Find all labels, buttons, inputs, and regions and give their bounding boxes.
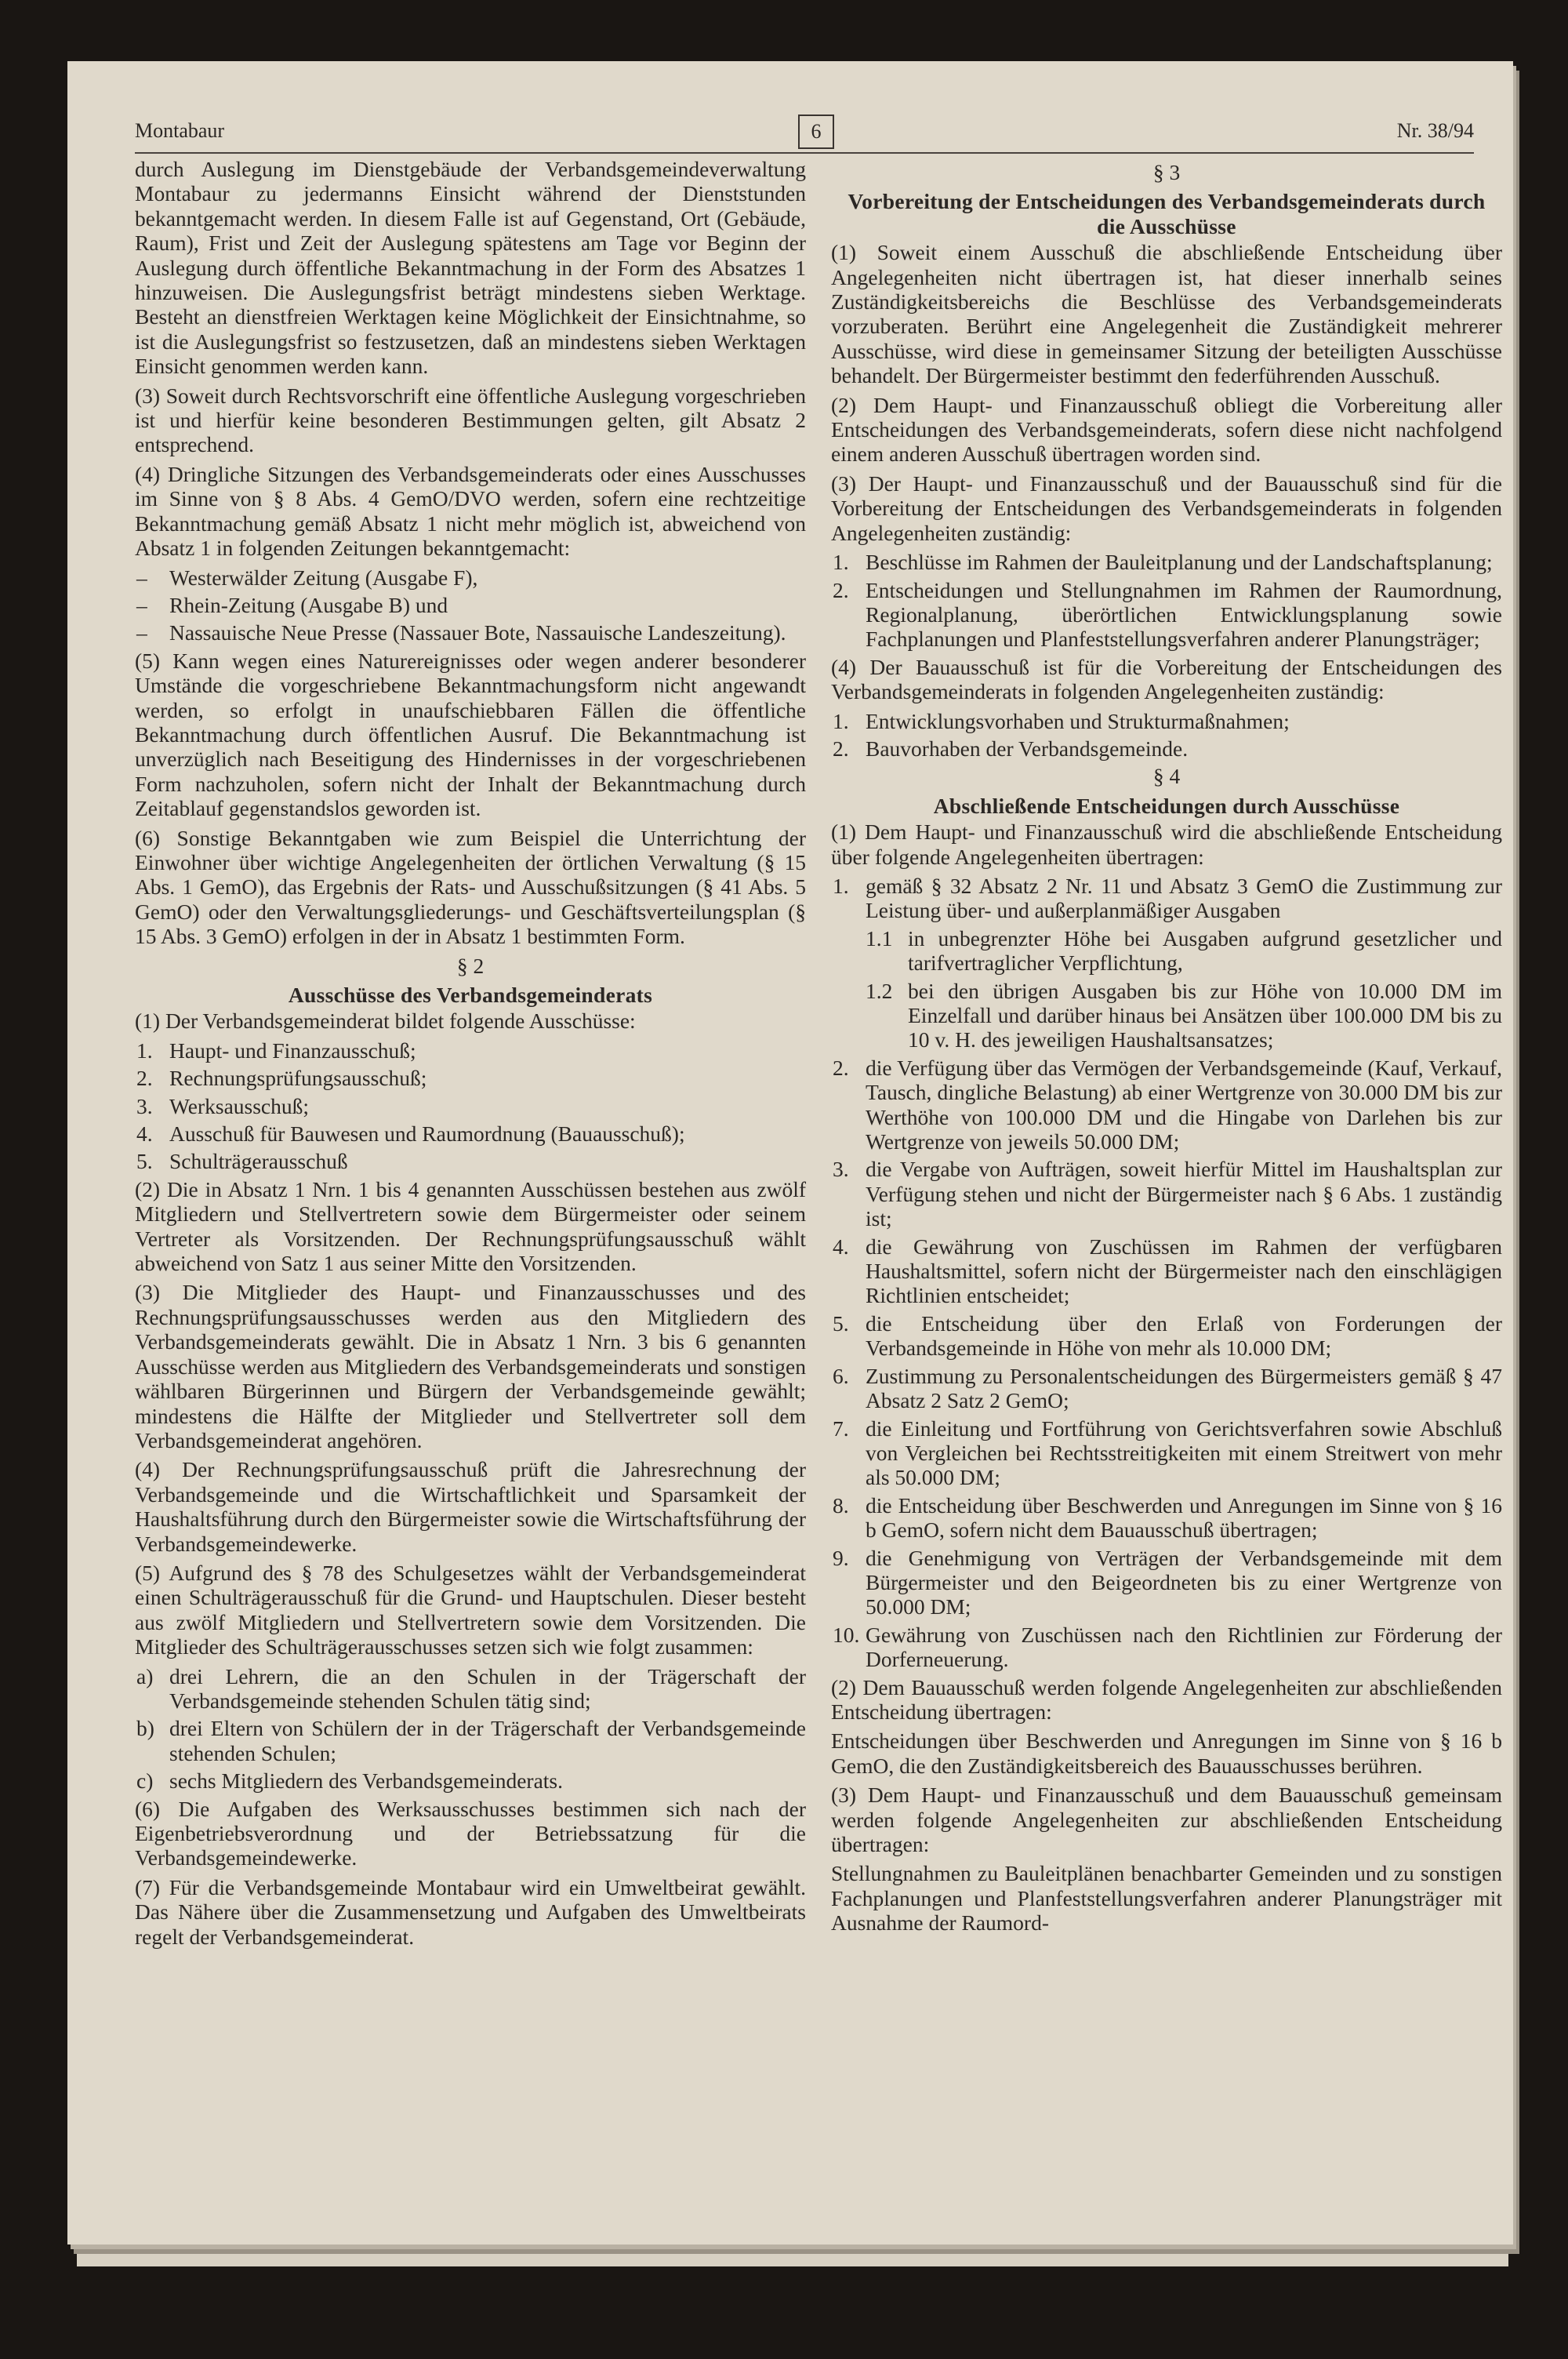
list-marker: 7. [833,1416,849,1441]
list-text: Ausschuß für Bauwesen und Raumordnung (Bauausschuß); [169,1121,685,1147]
list-text: Haupt- und Finanzausschuß; [169,1038,416,1063]
list-text: drei Eltern von Schülern der in der Trägerschaft der Verbandsgemeinde stehenden Schulen; [169,1716,806,1765]
paragraph: (7) Für die Verbandsgemeinde Montabaur wird ein Umweltbeirat gewählt. Das Nähere über die Zusammensetzung und Aufgaben des Umweltbeirats regelt der Verbandsgemeinderat. [135,1874,806,1949]
paragraph: (6) Die Aufgaben des Werksausschusses bestimmen sich nach der Eigenbetriebsverordnung und der Betriebssatzung für die Verbandsgemeindewerke. [135,1796,806,1870]
list-text: Entscheidungen und Stellungnahmen im Rahmen der Raumordnung, Regionalplanung, überörtlichen Entwicklungsplanung sowie Fachplanungen und Planfeststellungsverfahren anderer Planungsträger; [866,577,1502,652]
left-column [135,157,806,1954]
paragraph: Stellungnahmen zu Bauleitplänen benachbarter Gemeinden und zu sonstigen Fachplanungen und Planfeststellungsverfahren anderer Planungsträger mit Ausnahme der Raumord- [831,1861,1502,1936]
list-marker: c) [136,1768,154,1794]
list-item [831,1364,1502,1413]
paragraph: (5) Aufgrund des § 78 des Schulgesetzes wählt der Verbandsgemeinderat einen Schulträgerausschuß für die Grund- und Hauptschulen. Dieser besteht aus zwölf Mitgliedern und Stellvertretern sowie dem Vorsitzenden. Die Mitglieder des Schulträgerausschusses setzen sich wie folgt zusammen: [135,1560,806,1659]
paragraph: (2) Dem Haupt- und Finanzausschuß obliegt die Vorbereitung aller Entscheidungen des Verbandsgemeinderats, sofern diese nicht nachfolgend einem anderen Ausschuß übertragen worden sind. [831,392,1502,467]
list-text: die Genehmigung von Verträgen der Verbandsgemeinde mit dem Bürgermeister und den Beigeordneten bis zu einer Wertgrenze von 50.000 DM; [866,1545,1502,1619]
list-marker: 2. [833,1055,849,1080]
list-text: die Einleitung und Fortführung von Gerichtsverfahren sowie Abschluß von Vergleichen bei Rechtsstreitigkeiten mit einem Streitwert von mehr als 50.000 DM; [866,1416,1502,1490]
list-text: die Gewährung von Zuschüssen im Rahmen der verfügbaren Haushaltsmittel, sofern nicht der Bürgermeister nach den einschlägigen Richtlinien entscheidet; [866,1234,1502,1308]
list-marker: 4. [136,1121,153,1147]
list-item [135,593,806,617]
list-marker: – [136,592,147,617]
list-item [831,1056,1502,1154]
list-item [135,620,806,645]
list-marker: 1. [833,873,849,898]
paragraph: (2) Dem Bauausschuß werden folgende Angelegenheiten zur abschließenden Entscheidung übertragen: [831,1674,1502,1724]
list-text: die Entscheidung über Beschwerden und Anregungen im Sinne von § 16 b GemO, sofern nicht dem Bauausschuß übertragen; [866,1492,1502,1543]
list-marker: 6. [833,1363,849,1388]
list-marker: 8. [833,1492,849,1518]
list-marker: a) [136,1663,154,1688]
list-item [831,1416,1502,1490]
section-number: § 2 [456,953,485,978]
list-text: die Verfügung über das Vermögen der Verbandsgemeinde (Kauf, Verkauf, Tausch, dingliche Belastung) ab einer Wertgrenze von 30.000 DM bis zur Werthöhe von 100.000 DM und die Hingabe von Darlehen bis zur Wertgrenze von jeweils 50.000 DM; [866,1055,1502,1154]
list-text: in unbegrenzter Höhe bei Ausgaben aufgrund gesetzlicher und tarifvertraglicher Verpflichtung, [908,925,1502,976]
list-text: Rhein-Zeitung (Ausgabe B) und [169,592,448,617]
list-marker: 9. [833,1545,849,1570]
list-marker: 1. [833,708,849,733]
list-marker: 4. [833,1234,849,1259]
section-title: Vorbereitung der Entscheidungen des Verbandsgemeinderats durch die Ausschüsse [848,189,1486,238]
list-marker: 3. [136,1093,153,1118]
paragraph: (4) Dringliche Sitzungen des Verbandsgemeinderats oder eines Ausschusses im Sinne von § 8 Abs. 4 GemO/DVO werden, sofern eine rechtzeitige Bekanntmachung gemäß Absatz 1 nicht mehr möglich ist, abweichend von Absatz 1 in folgenden Zeitungen bekanntgemacht: [135,461,806,561]
list-item [831,1234,1502,1308]
list-item [831,874,1502,923]
paragraph: (3) Dem Haupt- und Finanzausschuß und dem Bauausschuß gemeinsam werden folgende Angelegenheiten zur abschließenden Entscheidung übertragen: [831,1783,1502,1856]
section-title: Abschließende Entscheidungen durch Ausschüsse [933,793,1400,818]
header-town: Montabaur [135,119,225,142]
list-item [135,1664,806,1714]
list-text: Entwicklungsvorhaben und Strukturmaßnahmen; [866,708,1290,733]
list-marker: b) [136,1716,154,1741]
list-text: Bauvorhaben der Verbandsgemeinde. [866,736,1189,761]
list-item [135,1094,806,1118]
sub-list-item [831,926,1502,976]
list-text: Westerwälder Zeitung (Ausgabe F), [169,565,478,590]
sub-list-item [831,979,1502,1052]
paragraph: Entscheidungen über Beschwerden und Anregungen im Sinne von § 16 b GemO, die den Zuständigkeitsbereich des Bauausschusses berühren. [831,1728,1502,1778]
list-item [831,709,1502,733]
list-text: bei den übrigen Ausgaben bis zur Höhe von 10.000 DM im Einzelfall und darüber hinaus bei Ansätzen über 100.000 DM bis zu 10 v. H. des jeweiligen Haushaltsansatzes; [908,978,1502,1052]
list-marker: 2. [833,736,849,761]
list-marker: 2. [136,1066,153,1091]
paragraph: (3) Soweit durch Rechtsvorschrift eine öffentliche Auslegung vorgeschrieben ist und hierfür keine besonderen Bestimmungen gelten, gilt Absatz 2 entsprechend. [135,383,806,457]
list-text: gemäß § 32 Absatz 2 Nr. 11 und Absatz 3 GemO die Zustimmung zur Leistung über- und außerplanmäßiger Ausgaben [866,873,1502,923]
section-title: Ausschüsse des Verbandsgemeinderats [288,983,653,1007]
list-item [831,1623,1502,1672]
list-marker: – [136,565,147,590]
list-marker: 5. [833,1310,849,1336]
list-text: Rechnungsprüfungsausschuß; [169,1066,427,1091]
list-marker: 10. [833,1622,860,1647]
page-number: 6 [798,114,834,149]
list-text: Werksausschuß; [169,1093,310,1118]
paragraph: (1) Soweit einem Ausschuß die abschließende Entscheidung über Angelegenheiten nicht übertragen ist, hat dieser innerhalb seines Zuständigkeitsbereichs die Beschlüsse des Verbandsgemeinderats vorzuberaten. Berührt eine Angelegenheit die Zuständigkeit mehrerer Ausschüsse, wird diese in gemeinsamer Sitzung der beteiligten Ausschüsse behandelt. Der Bürgermeister bestimmt den federführenden Ausschuß. [831,240,1502,388]
list-item [831,1157,1502,1230]
paragraph: durch Auslegung im Dienstgebäude der Verbandsgemeindeverwaltung Montabaur zu jedermanns Einsicht während der Dienststunden bekanntgemacht werden. In diesem Falle ist auf Gegenstand, Ort (Gebäude, Raum), Frist und Zeit der Auslegung spätestens am Tage vor Beginn der Auslegung durch öffentliche Bekanntmachung in der Form des Absatzes 1 hinzuweisen. Die Auslegungsfrist beträgt mindestens sieben Werktage. Besteht an dienstfreien Werktagen keine Möglichkeit der Einsichtnahme, so ist die Auslegungsfrist so festzusetzen, daß an mindestens sieben Werktagen Einsicht genommen werden kann. [135,157,806,379]
list-marker: 5. [136,1149,153,1174]
list-item [135,1716,806,1765]
list-item [135,1038,806,1063]
list-text: Schulträgerausschuß [169,1149,348,1174]
list-marker: 1. [833,550,849,575]
list-marker: 1. [136,1038,153,1063]
list-marker: 1.1 [866,925,893,951]
paragraph: (4) Der Rechnungsprüfungsausschuß prüft die Jahresrechnung der Verbandsgemeinde und die Wirtschaftlichkeit und Sparsamkeit der Haushaltsführung durch den Bürgermeister sowie die Wirtschaftsführung der Verbandsgemeindewerke. [135,1457,806,1556]
list-item [135,1121,806,1146]
list-text: die Vergabe von Aufträgen, soweit hierfür Mittel im Haushaltsplan zur Verfügung stehen und nicht der Bürgermeister nach § 6 Abs. 1 zuständig ist; [866,1157,1502,1231]
list-item [135,565,806,590]
list-marker: – [136,620,147,645]
paragraph: (3) Die Mitglieder des Haupt- und Finanzausschusses und des Rechnungsprüfungsausschusses werden aus den Mitgliedern des Verbandsgemeinderats gewählt. Die in Absatz 1 Nrn. 3 bis 6 genannten Ausschüsse werden aus Mitgliedern des Verbandsgemeinderats und sonstigen wählbaren Bürgerinnen und Bürgern der Verbandsgemeinde gewählt; mindestens die Hälfte der Mitglieder und Stellvertreter soll dem Verbandsgemeinderat angehören. [135,1280,806,1452]
paragraph: (6) Sonstige Bekanntgaben wie zum Beispiel die Unterrichtung der Einwohner über wichtige Angelegenheiten der örtlichen Verwaltung (§ 15 Abs. 1 GemO), das Ergebnis der Rats- und Ausschußsitzungen (§ 41 Abs. 5 GemO) oder den Verwaltungsgliederungs- und Geschäftsverteilungsplan (§ 15 Abs. 3 GemO) erfolgen in der in Absatz 1 bestimmten Form. [135,825,806,949]
list-item [831,736,1502,761]
list-text: die Entscheidung über den Erlaß von Forderungen der Verbandsgemeinde in Höhe von mehr als 10.000 DM; [866,1310,1502,1361]
list-text: Beschlüsse im Rahmen der Bauleitplanung und der Landschaftsplanung; [866,550,1493,575]
list-item [831,550,1502,574]
section-number: § 4 [1152,764,1181,789]
section-number: § 3 [1152,160,1181,184]
list-text: Zustimmung zu Personalentscheidungen des Bürgermeisters gemäß § 47 Absatz 2 Satz 2 GemO; [866,1363,1502,1413]
issue-number: Nr. 38/94 [1396,119,1474,142]
paragraph: (1) Der Verbandsgemeinderat bildet folgende Ausschüsse: [135,1009,636,1034]
list-item [831,578,1502,652]
header-rule [135,152,1474,154]
list-item [831,1311,1502,1361]
list-marker: 1.2 [866,978,893,1003]
paragraph: (1) Dem Haupt- und Finanzausschuß wird die abschließende Entscheidung über folgende Angelegenheiten übertragen: [831,820,1502,869]
list-text: drei Lehrern, die an den Schulen in der Trägerschaft der Verbandsgemeinde stehenden Schulen tätig sind; [169,1663,806,1713]
paragraph: (4) Der Bauausschuß ist für die Vorbereitung der Entscheidungen des Verbandsgemeinderats in folgenden Angelegenheiten zuständig: [831,654,1502,704]
right-column [831,157,1502,1940]
list-item [135,1768,806,1793]
list-item [831,1493,1502,1543]
list-item [831,1546,1502,1619]
paragraph: (5) Kann wegen eines Naturereignisses oder wegen anderer besonderer Umstände die vorgeschriebene Bekanntmachungsform nicht angewandt werden, so erfolgt in unaufschiebbaren Fällen die öffentliche Bekanntmachung durch öffentlichen Ausruf. Die Bekanntmachung ist unverzüglich nach Beseitigung des Hindernisses in der vorgeschriebenen Form nachzuholen, sofern nicht der Inhalt der Bekanntmachung durch Zeitablauf gegenstandslos geworden ist. [135,648,806,821]
list-item [135,1066,806,1090]
paragraph: (3) Der Haupt- und Finanzausschuß und der Bauausschuß sind für die Vorbereitung der Entscheidungen des Verbandsgemeinderats in folgenden Angelegenheiten zuständig: [831,471,1502,545]
paragraph: (2) Die in Absatz 1 Nrn. 1 bis 4 genannten Ausschüssen bestehen aus zwölf Mitgliedern und Stellvertretern sowie dem Bürgermeister oder seinem Vertreter als Vorsitzenden. Der Rechnungsprüfungsausschuß wählt abweichend von Satz 1 aus seiner Mitte den Vorsitzenden. [135,1176,806,1276]
list-text: Nassauische Neue Presse (Nassauer Bote, Nassauische Landeszeitung). [169,620,786,645]
list-item [135,1149,806,1173]
list-marker: 2. [833,577,849,602]
list-text: Gewährung von Zuschüssen nach den Richtlinien zur Förderung der Dorferneuerung. [866,1622,1502,1672]
list-marker: 3. [833,1157,849,1182]
list-text: sechs Mitgliedern des Verbandsgemeinderats. [169,1768,563,1794]
